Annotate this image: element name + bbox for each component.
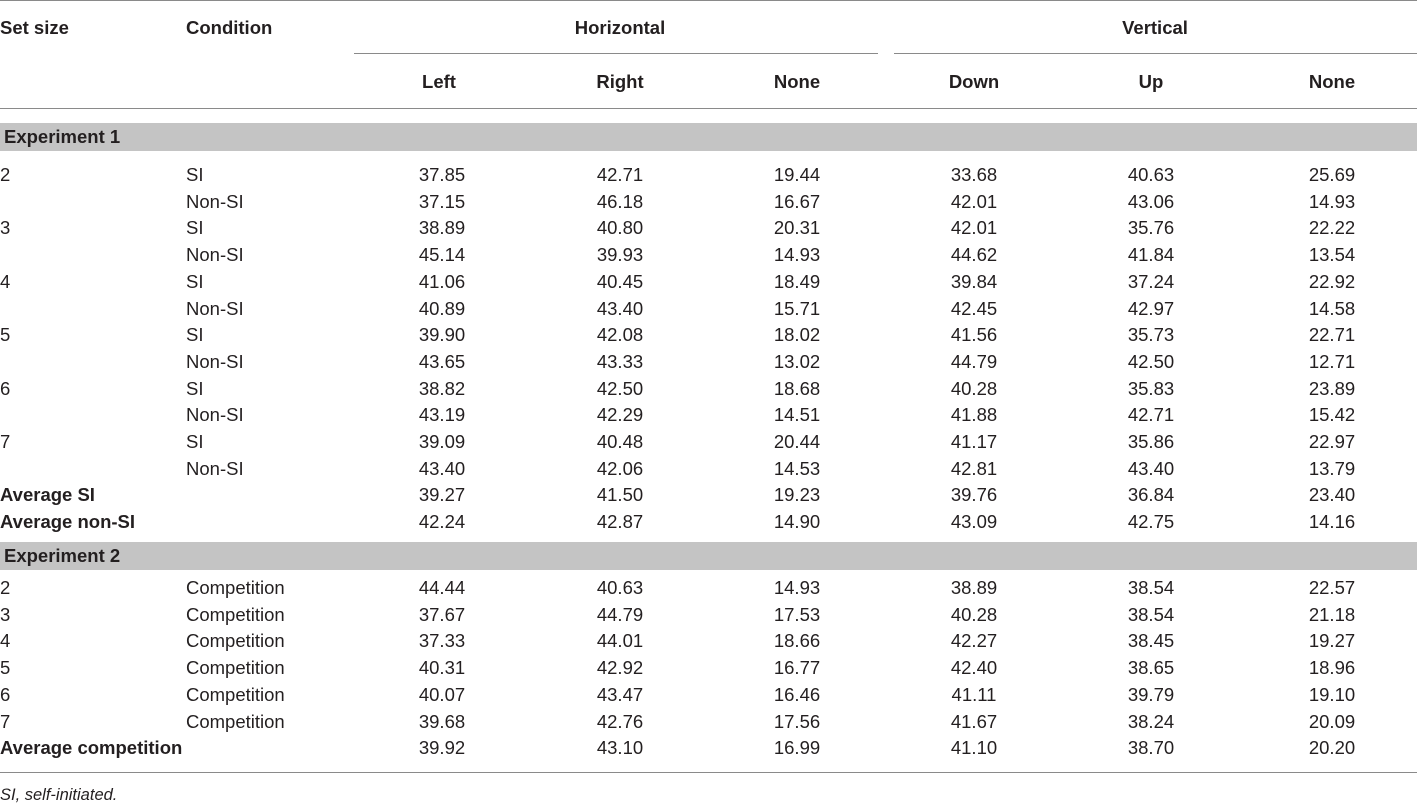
value-cell-down: 44.79 bbox=[950, 350, 998, 372]
value-cell-left: 39.92 bbox=[418, 737, 466, 759]
table-row bbox=[0, 575, 1417, 602]
value-cell-none-vertical: 13.79 bbox=[1308, 457, 1356, 479]
value-cell-none-vertical: 23.89 bbox=[1308, 377, 1356, 399]
value-cell-left: 43.19 bbox=[418, 404, 466, 426]
condition-cell: Competition bbox=[186, 603, 285, 625]
header-set-size: Set size bbox=[0, 17, 69, 38]
value-cell-down: 44.62 bbox=[950, 244, 998, 266]
value-cell-up: 38.45 bbox=[1127, 630, 1175, 652]
table-row bbox=[0, 322, 1417, 349]
set-size-cell: 3 bbox=[0, 603, 11, 625]
set-size-cell: 4 bbox=[0, 630, 11, 652]
value-cell-down: 38.89 bbox=[950, 577, 998, 598]
value-cell-down: 42.45 bbox=[950, 297, 998, 319]
value-cell-none-horizontal: 18.49 bbox=[773, 270, 821, 292]
set-size-cell: 2 bbox=[0, 577, 11, 598]
value-cell-none-horizontal: 17.56 bbox=[773, 710, 821, 732]
value-cell-right: 46.18 bbox=[596, 190, 644, 212]
value-cell-up: 43.40 bbox=[1127, 457, 1175, 479]
value-cell-left: 45.14 bbox=[418, 244, 466, 266]
header-col-left: Left bbox=[422, 71, 456, 92]
condition-cell: SI bbox=[186, 270, 204, 292]
value-cell-down: 41.17 bbox=[950, 431, 998, 452]
condition-cell: SI bbox=[186, 377, 204, 399]
header-col-none-horizontal: None bbox=[773, 71, 821, 92]
value-cell-down: 40.28 bbox=[950, 377, 998, 399]
value-cell-right: 43.33 bbox=[596, 350, 644, 372]
condition-cell: Competition bbox=[186, 657, 285, 679]
set-size-cell: Average non-SI bbox=[0, 511, 136, 533]
header-col-none-vertical: None bbox=[1308, 71, 1356, 92]
table-row bbox=[0, 402, 1417, 429]
value-cell-up: 35.73 bbox=[1127, 324, 1175, 346]
section-title: Experiment 1 bbox=[4, 126, 121, 147]
condition-cell: Non-SI bbox=[186, 350, 244, 372]
value-cell-up: 42.71 bbox=[1127, 404, 1175, 426]
set-size-cell: 7 bbox=[0, 710, 11, 732]
condition-cell: Non-SI bbox=[186, 190, 244, 212]
set-size-cell: 7 bbox=[0, 431, 11, 452]
value-cell-down: 41.67 bbox=[950, 710, 998, 732]
header-col-up: Up bbox=[1138, 71, 1164, 92]
condition-cell: Competition bbox=[186, 577, 285, 598]
condition-cell: Non-SI bbox=[186, 404, 244, 426]
value-cell-down: 39.76 bbox=[950, 484, 998, 506]
value-cell-none-vertical: 21.18 bbox=[1308, 603, 1356, 625]
value-cell-right: 42.29 bbox=[596, 404, 644, 426]
section-title: Experiment 2 bbox=[4, 545, 121, 566]
value-cell-right: 42.76 bbox=[596, 710, 644, 732]
value-cell-none-horizontal: 18.68 bbox=[773, 377, 821, 399]
value-cell-left: 37.15 bbox=[418, 190, 466, 212]
value-cell-left: 39.27 bbox=[418, 484, 466, 506]
header-group-horizontal: Horizontal bbox=[574, 17, 666, 38]
value-cell-up: 39.79 bbox=[1127, 683, 1175, 705]
set-size-cell: 6 bbox=[0, 377, 11, 399]
condition-cell: Non-SI bbox=[186, 297, 244, 319]
set-size-cell: 4 bbox=[0, 270, 11, 292]
value-cell-right: 40.80 bbox=[596, 217, 644, 239]
value-cell-right: 42.08 bbox=[596, 324, 644, 346]
value-cell-right: 42.92 bbox=[596, 657, 644, 679]
value-cell-down: 33.68 bbox=[950, 164, 998, 185]
value-cell-left: 37.33 bbox=[418, 630, 466, 652]
set-size-cell: 2 bbox=[0, 164, 11, 185]
value-cell-none-horizontal: 14.53 bbox=[773, 457, 821, 479]
value-cell-none-vertical: 19.27 bbox=[1308, 630, 1356, 652]
value-cell-none-vertical: 15.42 bbox=[1308, 404, 1356, 426]
value-cell-none-horizontal: 20.31 bbox=[773, 217, 821, 239]
value-cell-none-vertical: 22.71 bbox=[1308, 324, 1356, 346]
value-cell-none-horizontal: 20.44 bbox=[773, 431, 821, 452]
table-row bbox=[0, 628, 1417, 655]
top-rule bbox=[0, 0, 1417, 1]
table-row bbox=[0, 735, 1417, 762]
table-row bbox=[0, 376, 1417, 403]
header-condition: Condition bbox=[186, 17, 273, 38]
value-cell-none-horizontal: 14.93 bbox=[773, 577, 821, 598]
condition-cell: Non-SI bbox=[186, 457, 244, 479]
value-cell-up: 35.83 bbox=[1127, 377, 1175, 399]
value-cell-none-horizontal: 14.90 bbox=[773, 511, 821, 533]
value-cell-right: 43.40 bbox=[596, 297, 644, 319]
value-cell-none-horizontal: 19.44 bbox=[773, 164, 821, 185]
table-row bbox=[0, 269, 1417, 296]
value-cell-up: 38.54 bbox=[1127, 577, 1175, 598]
header-bottom-rule bbox=[0, 108, 1417, 109]
table-row bbox=[0, 349, 1417, 376]
table-row bbox=[0, 482, 1417, 509]
value-cell-down: 41.56 bbox=[950, 324, 998, 346]
value-cell-right: 42.50 bbox=[596, 377, 644, 399]
condition-cell: Competition bbox=[186, 683, 285, 705]
table-row bbox=[0, 242, 1417, 269]
value-cell-left: 40.89 bbox=[418, 297, 466, 319]
value-cell-down: 41.10 bbox=[950, 737, 998, 759]
table-row bbox=[0, 162, 1417, 189]
horizontal-span-rule bbox=[354, 53, 878, 54]
value-cell-left: 39.68 bbox=[418, 710, 466, 732]
value-cell-none-vertical: 22.57 bbox=[1308, 577, 1356, 598]
value-cell-none-horizontal: 13.02 bbox=[773, 350, 821, 372]
value-cell-left: 39.90 bbox=[418, 324, 466, 346]
value-cell-none-horizontal: 14.93 bbox=[773, 244, 821, 266]
value-cell-none-vertical: 23.40 bbox=[1308, 484, 1356, 506]
value-cell-right: 44.79 bbox=[596, 603, 644, 625]
set-size-cell: 6 bbox=[0, 683, 11, 705]
value-cell-down: 43.09 bbox=[950, 511, 998, 533]
condition-cell: SI bbox=[186, 164, 204, 185]
value-cell-none-horizontal: 16.67 bbox=[773, 190, 821, 212]
value-cell-up: 42.75 bbox=[1127, 511, 1175, 533]
value-cell-none-horizontal: 18.02 bbox=[773, 324, 821, 346]
value-cell-none-vertical: 18.96 bbox=[1308, 657, 1356, 679]
table-footnote: SI, self-initiated. bbox=[0, 786, 118, 804]
value-cell-left: 37.67 bbox=[418, 603, 466, 625]
value-cell-up: 43.06 bbox=[1127, 190, 1175, 212]
value-cell-up: 41.84 bbox=[1127, 244, 1175, 266]
value-cell-right: 44.01 bbox=[596, 630, 644, 652]
header-col-down: Down bbox=[948, 71, 1000, 92]
value-cell-down: 42.27 bbox=[950, 630, 998, 652]
value-cell-down: 39.84 bbox=[950, 270, 998, 292]
condition-cell: SI bbox=[186, 217, 204, 239]
set-size-cell: 5 bbox=[0, 324, 11, 346]
value-cell-down: 41.11 bbox=[951, 683, 997, 705]
value-cell-none-vertical: 22.97 bbox=[1308, 431, 1356, 452]
value-cell-none-horizontal: 18.66 bbox=[773, 630, 821, 652]
value-cell-right: 40.63 bbox=[596, 577, 644, 598]
value-cell-down: 42.40 bbox=[950, 657, 998, 679]
value-cell-none-vertical: 12.71 bbox=[1308, 350, 1356, 372]
section-header bbox=[0, 542, 1417, 570]
value-cell-right: 42.06 bbox=[596, 457, 644, 479]
value-cell-none-horizontal: 14.51 bbox=[773, 404, 821, 426]
value-cell-up: 38.65 bbox=[1127, 657, 1175, 679]
table-row bbox=[0, 509, 1417, 536]
value-cell-none-horizontal: 17.53 bbox=[773, 603, 821, 625]
table-row bbox=[0, 682, 1417, 709]
value-cell-up: 36.84 bbox=[1127, 484, 1175, 506]
value-cell-left: 41.06 bbox=[418, 270, 466, 292]
value-cell-none-vertical: 25.69 bbox=[1308, 164, 1356, 185]
value-cell-none-vertical: 14.93 bbox=[1308, 190, 1356, 212]
value-cell-down: 42.01 bbox=[950, 190, 998, 212]
value-cell-left: 37.85 bbox=[418, 164, 466, 185]
table-row bbox=[0, 189, 1417, 216]
value-cell-down: 42.81 bbox=[950, 457, 998, 479]
value-cell-down: 40.28 bbox=[950, 603, 998, 625]
header-col-right: Right bbox=[596, 71, 644, 92]
value-cell-none-vertical: 20.20 bbox=[1308, 737, 1356, 759]
value-cell-none-vertical: 20.09 bbox=[1308, 710, 1356, 732]
value-cell-none-horizontal: 19.23 bbox=[773, 484, 821, 506]
value-cell-right: 39.93 bbox=[596, 244, 644, 266]
bottom-rule bbox=[0, 772, 1417, 773]
value-cell-up: 42.50 bbox=[1127, 350, 1175, 372]
table-row bbox=[0, 456, 1417, 483]
condition-cell: SI bbox=[186, 431, 204, 452]
value-cell-up: 38.70 bbox=[1127, 737, 1175, 759]
condition-cell: Non-SI bbox=[186, 244, 244, 266]
value-cell-up: 42.97 bbox=[1127, 297, 1175, 319]
value-cell-up: 40.63 bbox=[1127, 164, 1175, 185]
value-cell-left: 40.07 bbox=[418, 683, 466, 705]
condition-cell: Competition bbox=[186, 710, 285, 732]
value-cell-none-vertical: 22.22 bbox=[1308, 217, 1356, 239]
set-size-cell: Average competition bbox=[0, 737, 183, 759]
value-cell-none-horizontal: 16.46 bbox=[773, 683, 821, 705]
value-cell-left: 43.40 bbox=[418, 457, 466, 479]
section-header bbox=[0, 123, 1417, 151]
value-cell-up: 38.54 bbox=[1127, 603, 1175, 625]
value-cell-right: 42.71 bbox=[596, 164, 644, 185]
set-size-cell: 5 bbox=[0, 657, 11, 679]
value-cell-none-horizontal: 16.77 bbox=[773, 657, 821, 679]
table-row bbox=[0, 215, 1417, 242]
value-cell-none-horizontal: 16.99 bbox=[773, 737, 821, 759]
value-cell-left: 39.09 bbox=[418, 431, 466, 452]
value-cell-left: 42.24 bbox=[418, 511, 466, 533]
value-cell-left: 40.31 bbox=[418, 657, 466, 679]
value-cell-left: 38.82 bbox=[418, 377, 466, 399]
condition-cell: Competition bbox=[186, 630, 285, 652]
table-row bbox=[0, 602, 1417, 629]
value-cell-up: 38.24 bbox=[1127, 710, 1175, 732]
value-cell-right: 43.10 bbox=[596, 737, 644, 759]
value-cell-none-vertical: 14.16 bbox=[1308, 511, 1356, 533]
value-cell-right: 40.45 bbox=[596, 270, 644, 292]
table-row bbox=[0, 429, 1417, 456]
set-size-cell: 3 bbox=[0, 217, 11, 239]
value-cell-right: 41.50 bbox=[596, 484, 644, 506]
value-cell-left: 43.65 bbox=[418, 350, 466, 372]
value-cell-right: 42.87 bbox=[596, 511, 644, 533]
value-cell-none-vertical: 22.92 bbox=[1308, 270, 1356, 292]
value-cell-left: 38.89 bbox=[418, 217, 466, 239]
header-group-vertical: Vertical bbox=[1122, 17, 1188, 38]
value-cell-up: 37.24 bbox=[1127, 270, 1175, 292]
value-cell-down: 41.88 bbox=[950, 404, 998, 426]
set-size-cell: Average SI bbox=[0, 484, 95, 506]
value-cell-up: 35.86 bbox=[1127, 431, 1175, 452]
value-cell-right: 40.48 bbox=[596, 431, 644, 452]
table-row bbox=[0, 709, 1417, 736]
value-cell-none-vertical: 14.58 bbox=[1308, 297, 1356, 319]
value-cell-down: 42.01 bbox=[950, 217, 998, 239]
value-cell-none-vertical: 13.54 bbox=[1308, 244, 1356, 266]
table-row bbox=[0, 655, 1417, 682]
table-row bbox=[0, 296, 1417, 323]
value-cell-left: 44.44 bbox=[418, 577, 466, 598]
value-cell-right: 43.47 bbox=[596, 683, 644, 705]
value-cell-none-vertical: 19.10 bbox=[1308, 683, 1356, 705]
vertical-span-rule bbox=[894, 53, 1417, 54]
value-cell-none-horizontal: 15.71 bbox=[773, 297, 821, 319]
value-cell-up: 35.76 bbox=[1127, 217, 1175, 239]
condition-cell: SI bbox=[186, 324, 204, 346]
